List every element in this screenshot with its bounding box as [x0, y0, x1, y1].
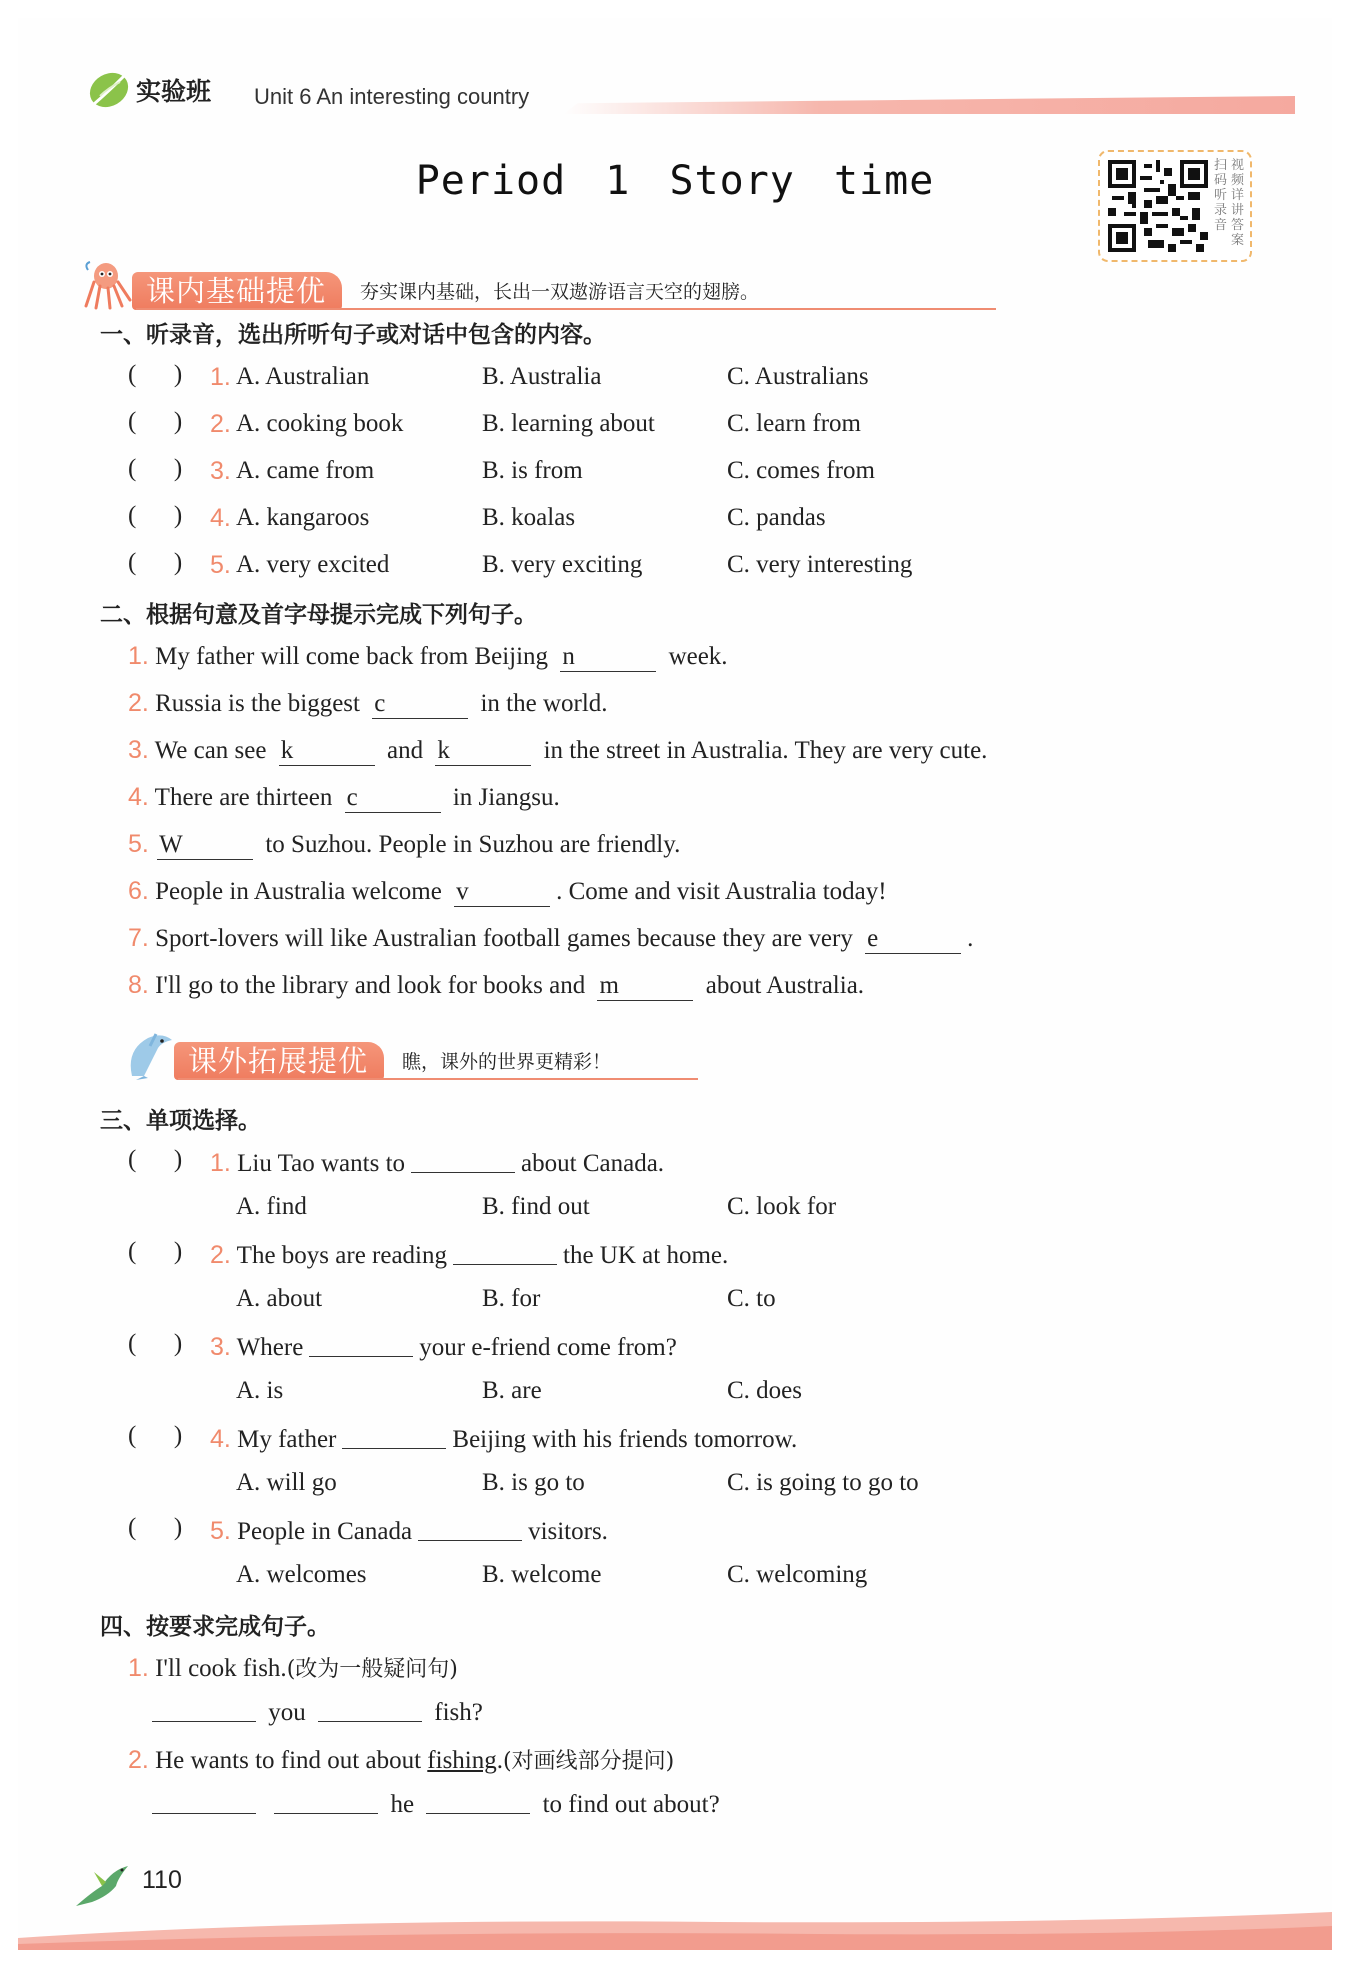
option-b: B. welcome: [482, 1561, 602, 1588]
answer-bracket[interactable]: ( ): [128, 549, 183, 576]
fill-blank[interactable]: [274, 1789, 378, 1814]
section-motto: 夯实课内基础，长出一双遨游语言天空的翅膀。: [360, 281, 760, 303]
answer-bracket[interactable]: ( ): [128, 502, 183, 529]
fill-blank[interactable]: [152, 1789, 256, 1814]
list-item: 5. W to Suzhou. People in Suzhou are friendly.: [128, 830, 681, 858]
option-b: B. for: [482, 1285, 541, 1312]
list-item: 4. There are thirteen c in Jiangsu.: [128, 783, 560, 811]
option-c: C. comes from: [727, 457, 875, 484]
list-item: 1. I'll cook fish.(改为一般疑问句): [128, 1654, 458, 1682]
answer-bracket[interactable]: ( ): [128, 408, 183, 435]
option-a: A. about: [236, 1285, 323, 1312]
fill-blank[interactable]: [318, 1697, 422, 1722]
qr-code-box[interactable]: [1098, 150, 1252, 262]
part4-heading: 四、按要求完成句子。: [100, 1614, 330, 1640]
fill-blank[interactable]: [418, 1516, 522, 1541]
section-motto: 瞧，课外的世界更精彩！: [402, 1051, 612, 1073]
list-item: 2. Russia is the biggest c in the world.: [128, 689, 608, 717]
option-b: B. koalas: [482, 504, 576, 531]
option-c: C. very interesting: [727, 551, 913, 578]
option-b: B. is from: [482, 457, 583, 484]
option-c: C. pandas: [727, 504, 826, 531]
fill-blank[interactable]: [342, 1424, 446, 1449]
part2-heading: 二、根据句意及首字母提示完成下列句子。: [100, 602, 537, 628]
option-c: C. to: [727, 1285, 776, 1312]
unit-title: Unit 6 An interesting country: [254, 84, 530, 109]
option-b: B. Australia: [482, 363, 602, 390]
page-number: 110: [142, 1866, 182, 1894]
option-c: C. does: [727, 1377, 802, 1404]
section-banner-extracurricular: [122, 1034, 611, 1080]
underlined-word: fishing: [427, 1747, 497, 1774]
list-item: 6. People in Australia welcome v . Come and visit Australia today!: [128, 877, 887, 905]
fill-blank[interactable]: [411, 1148, 515, 1173]
fill-blank[interactable]: m: [597, 972, 693, 1001]
fill-blank[interactable]: e: [865, 925, 961, 954]
fill-blank[interactable]: v: [454, 878, 550, 907]
workbook-page: 实验班 Unit 6 An interesting country Period 1 Story time 扫 视 码 频 听 详 录 讲 音 答 案 课内基础提优 夯实课内基础，长出一双遨游语言天空的翅膀。 一、听录音，选出所听句子或对话中包含的内容。 ( ) 1. A. Australian B. Australia C. Australians ( ) 2. A. cooking book B. learning about C. learn from ( ) 3. A. came from B. is from C. comes from ( ) 4. A. kangaroos B. koalas C. pandas ( ) 5. A. very excited B. very exciting C. very interesting 二、根据句意及首字母提示完成下列句子。 1. My father will come back from Beijing n week. 2. Russia is the biggest c in the world. 3. We can see k and k in the street in Australia. They are very cute. 4. There are thirteen c in Jiangsu. 5. W to Suzhou. People in Suzhou are friendly. 6. People in Australia welcome v . Come and visit Australia today! 7. Sport-lovers will like Australian football games because they are very e . 8. I'll go to the library and look for books and m about Australia. 课外拓展提优 瞧，课外的世界更精彩！ 三、单项选择。 ( ) 1. Liu Tao wants to about Canada. A. find B. find out C. look for ( ) 2. The boys are reading the UK at home. A. about B. for C. to ( ) 3. Where your e-friend come from? A. is B. are C. does ( ) 4. My father Beijing with his friends tomorrow. A. will go B. is go to C. is going to go to ( ) 5. People in Canada visitors. A. welcomes B. welcome C. welcoming 四、按要求完成句子。 1. I'll cook fish.(改为一般疑问句) you fish? 2. He wants to find out about fishing.(对画线部分提问) he to find out about? 110: [18, 18, 1332, 1950]
answer-bracket[interactable]: ( ): [128, 1514, 183, 1541]
list-item: 3. We can see k and k in the street in Australia. They are very cute.: [128, 736, 988, 764]
answer-bracket[interactable]: ( ): [128, 455, 183, 482]
answer-bracket[interactable]: ( ): [128, 1238, 183, 1265]
fill-blank[interactable]: c: [345, 784, 441, 813]
fill-blank[interactable]: [309, 1332, 413, 1357]
option-b: B. find out: [482, 1193, 590, 1220]
option-a: A. will go: [236, 1469, 337, 1496]
bird-decoration-icon: [72, 1862, 132, 1910]
dolphin-mascot-icon: [122, 1030, 178, 1080]
banner-underline: [136, 308, 996, 310]
option-b: B. very exciting: [482, 551, 643, 578]
part1-heading: 一、听录音，选出所听句子或对话中包含的内容。: [100, 322, 606, 348]
fill-blank[interactable]: k: [279, 737, 375, 766]
leaf-logo-icon: [86, 70, 132, 110]
section-banner-in-class: [80, 264, 759, 310]
qr-code-icon[interactable]: [1108, 160, 1208, 252]
option-a: A. is: [236, 1377, 284, 1404]
option-c: C. learn from: [727, 410, 861, 437]
list-item: 7. Sport-lovers will like Australian football games because they are very e .: [128, 924, 974, 952]
squid-mascot-icon: [80, 260, 136, 310]
list-item: 1. My father will come back from Beijing n week.: [128, 642, 728, 670]
qr-caption: 扫 视 码 频 听 详 录 讲 音 答 案: [1213, 158, 1244, 248]
list-item: 8. I'll go to the library and look for books and m about Australia.: [128, 971, 865, 999]
answer-line: you fish?: [152, 1697, 483, 1727]
option-a: A. kangaroos: [236, 504, 370, 531]
option-c: C. look for: [727, 1193, 837, 1220]
option-a: A. welcomes: [236, 1561, 367, 1588]
brand-name: 实验班: [136, 77, 212, 106]
page-title: Period 1 Story time: [415, 158, 935, 204]
part3-heading: 三、单项选择。: [100, 1108, 261, 1134]
option-a: A. very excited: [236, 551, 390, 578]
option-b: B. learning about: [482, 410, 655, 437]
answer-bracket[interactable]: ( ): [128, 1146, 183, 1173]
fill-blank[interactable]: n: [560, 643, 656, 672]
option-c: C. welcoming: [727, 1561, 868, 1588]
section-title-extracurricular: 课外拓展提优: [174, 1042, 384, 1080]
banner-underline: [178, 1078, 698, 1080]
option-a: A. Australian: [236, 363, 370, 390]
header-stripe: [563, 96, 1295, 114]
fill-blank[interactable]: c: [372, 690, 468, 719]
fill-blank[interactable]: [426, 1789, 530, 1814]
answer-bracket[interactable]: ( ): [128, 1330, 183, 1357]
option-a: A. cooking book: [236, 410, 404, 437]
fill-blank[interactable]: [152, 1697, 256, 1722]
option-b: B. is go to: [482, 1469, 585, 1496]
list-item: 2. He wants to find out about fishing.(对画线部分提问): [128, 1746, 675, 1774]
option-a: A. came from: [236, 457, 375, 484]
answer-bracket[interactable]: ( ): [128, 361, 183, 388]
option-b: B. are: [482, 1377, 542, 1404]
fill-blank[interactable]: k: [435, 737, 531, 766]
section-title-in-class: 课内基础提优: [132, 272, 342, 310]
brand: [86, 70, 211, 110]
option-a: A. find: [236, 1193, 307, 1220]
answer-line: he to find out about?: [152, 1789, 720, 1819]
fill-blank[interactable]: [453, 1240, 557, 1265]
option-c: C. is going to go to: [727, 1469, 919, 1496]
option-c: C. Australians: [727, 363, 869, 390]
footer-wave: [18, 1908, 1332, 1950]
fill-blank[interactable]: W: [157, 831, 253, 860]
answer-bracket[interactable]: ( ): [128, 1422, 183, 1449]
